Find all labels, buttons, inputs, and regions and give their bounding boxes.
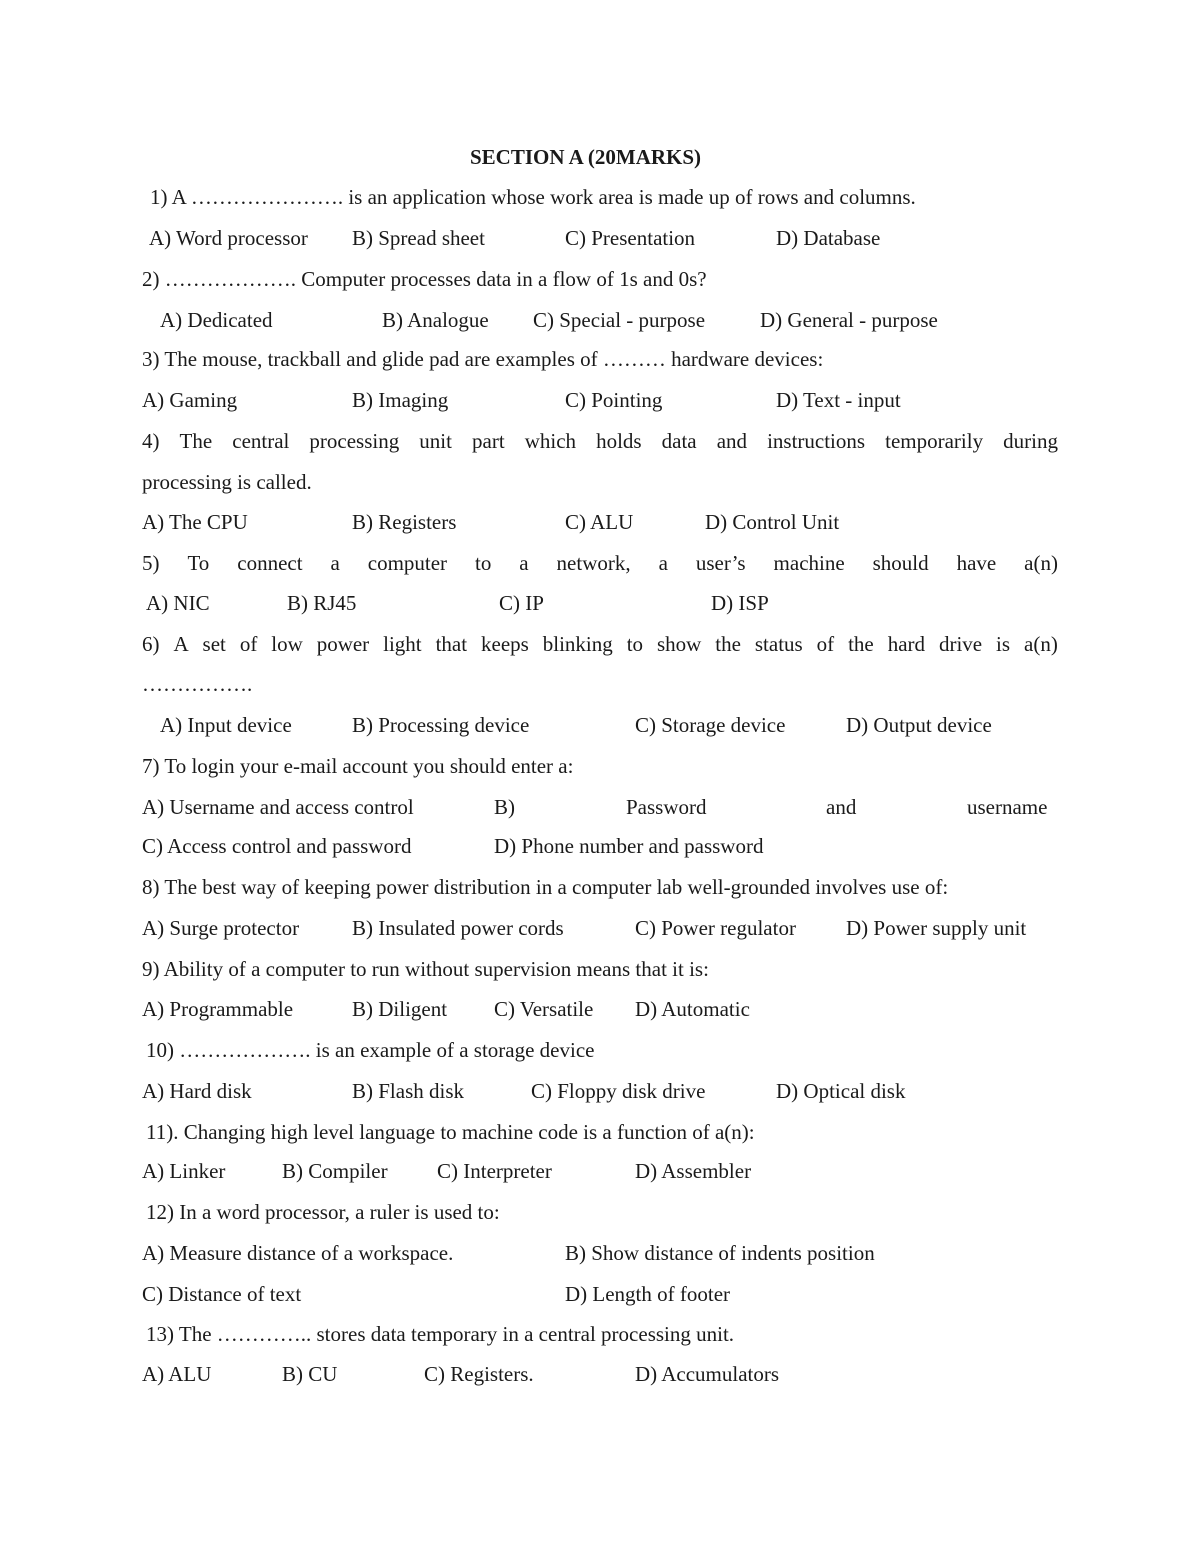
question-7: 7) To login your e-mail account you should enter a: [142, 754, 574, 778]
option: D) General - purpose [760, 308, 938, 332]
option: D) Database [776, 226, 881, 250]
option: B) Spread sheet [352, 226, 485, 250]
option: C) Special - purpose [533, 308, 706, 332]
option: C) Interpreter [437, 1159, 552, 1183]
question-1: 1) A …………………. is an application whose work area is made up of rows and columns. [150, 185, 916, 209]
option: A) Word processor [149, 226, 308, 250]
option: A) Programmable [142, 997, 294, 1021]
question-3: 3) The mouse, trackball and glide pad are examples of ……… hardware devices: [142, 347, 824, 371]
option: username [967, 795, 1048, 819]
question-6-continued: ……………. [142, 672, 253, 696]
option: B) Flash disk [352, 1079, 465, 1103]
option: D) Phone number and password [494, 834, 764, 858]
option: A) Username and access control [142, 795, 414, 819]
question-2: 2) ………………. Computer processes data in a flow of 1s and 0s? [142, 267, 707, 291]
question-9: 9) Ability of a computer to run without supervision means that it is: [142, 957, 709, 981]
option: C) Power regulator [635, 916, 796, 940]
option: B) CU [282, 1362, 338, 1386]
question-6: 6) A set of low power light that keeps blinking to show the status of the hard drive is a(n) [142, 632, 1058, 656]
question-11: 11). Changing high level language to machine code is a function of a(n): [146, 1120, 755, 1144]
option: D) Optical disk [776, 1079, 906, 1103]
option: D) Assembler [635, 1159, 752, 1183]
option: C) Registers. [424, 1362, 534, 1386]
question-4-continued: processing is called. [142, 470, 312, 494]
section-title: SECTION A (20MARKS) [470, 145, 702, 169]
option: C) Distance of text [142, 1282, 302, 1306]
option: B) Show distance of indents position [565, 1241, 875, 1265]
option: B) RJ45 [287, 591, 357, 615]
option: and [826, 795, 857, 819]
option: B) Registers [352, 510, 457, 534]
question-4: 4) The central processing unit part which holds data and instructions temporarily during [142, 429, 1058, 453]
option: D) Accumulators [635, 1362, 780, 1386]
option: D) ISP [711, 591, 769, 615]
option: D) Length of footer [565, 1282, 731, 1306]
option: A) Hard disk [142, 1079, 252, 1103]
option: B) Processing device [352, 713, 530, 737]
option: B) Insulated power cords [352, 916, 564, 940]
option: C) IP [499, 591, 544, 615]
option: B) Compiler [282, 1159, 388, 1183]
option: A) NIC [146, 591, 210, 615]
option: A) Linker [142, 1159, 226, 1183]
option: B) Imaging [352, 388, 449, 412]
option: A) Input device [160, 713, 292, 737]
question-12: 12) In a word processor, a ruler is used to: [146, 1200, 500, 1224]
question-10: 10) ………………. is an example of a storage device [146, 1038, 595, 1062]
option: C) Access control and password [142, 834, 412, 858]
option: A) Surge protector [142, 916, 300, 940]
option: A) The CPU [142, 510, 248, 534]
option: D) Control Unit [705, 510, 840, 534]
option: A) Dedicated [160, 308, 273, 332]
question-13: 13) The ………….. stores data temporary in a central processing unit. [146, 1322, 735, 1346]
question-8: 8) The best way of keeping power distribution in a computer lab well-grounded involves use of: [142, 875, 949, 899]
option: Password [626, 795, 707, 819]
option: A) Gaming [142, 388, 238, 412]
option: A) ALU [142, 1362, 212, 1386]
option: A) Measure distance of a workspace. [142, 1241, 454, 1265]
option: D) Text - input [776, 388, 901, 412]
option: D) Power supply unit [846, 916, 1027, 940]
option: B) Diligent [352, 997, 448, 1021]
option: D) Automatic [635, 997, 750, 1021]
option: C) Pointing [565, 388, 663, 412]
option: C) Storage device [635, 713, 786, 737]
option: C) Floppy disk drive [531, 1079, 706, 1103]
option: C) Presentation [565, 226, 696, 250]
question-5: 5) To connect a computer to a network, a user’s machine should have a(n) [142, 551, 1058, 575]
option: B) [494, 795, 515, 819]
option: B) Analogue [382, 308, 489, 332]
option: C) ALU [565, 510, 634, 534]
option: C) Versatile [494, 997, 594, 1021]
option: D) Output device [846, 713, 992, 737]
